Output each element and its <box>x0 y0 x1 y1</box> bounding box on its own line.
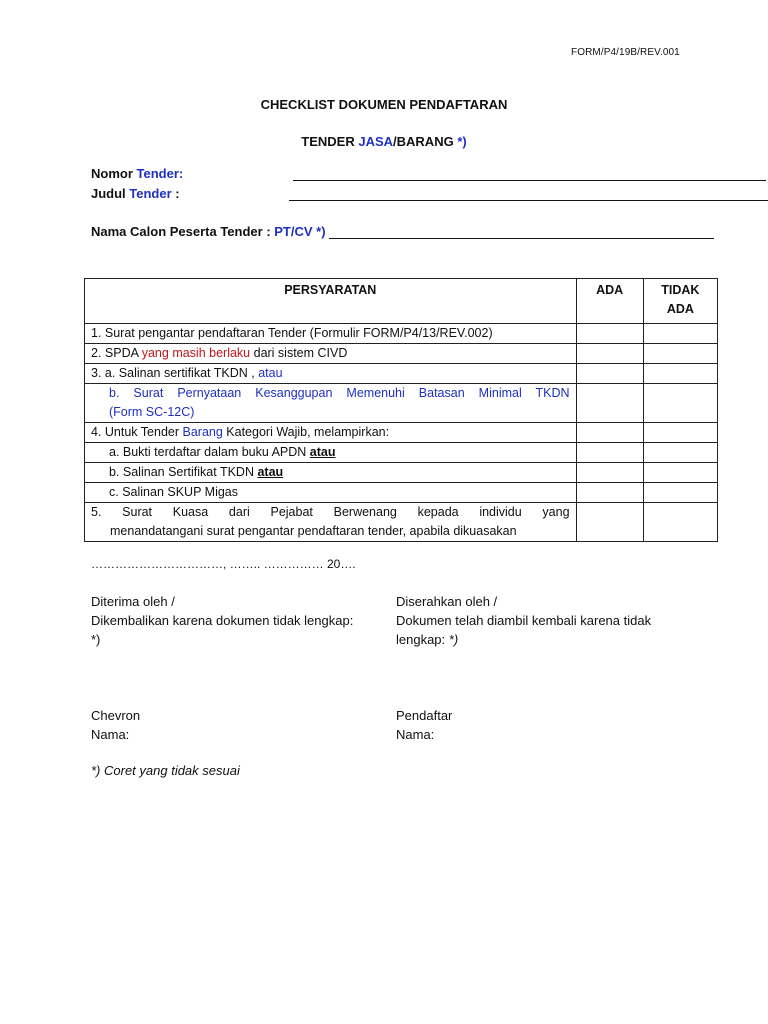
registrant-signature-block <box>396 706 452 744</box>
nomor-tender-blank[interactable] <box>293 168 766 181</box>
req-3b <box>85 384 577 423</box>
judul-label-tender: Tender <box>129 186 172 201</box>
tidak-ada-check-4a[interactable] <box>643 443 717 463</box>
retrieved-label-2 <box>396 630 686 649</box>
ada-check-4c[interactable] <box>576 483 643 503</box>
req-3b-line1: b. Surat Pernyataan Kesanggupan Memenuhi Batasan Minimal TKDN <box>109 386 570 400</box>
tidak-ada-check-3b[interactable] <box>643 384 717 423</box>
received-by-block <box>91 592 381 649</box>
header-tidak: TIDAK <box>661 283 700 297</box>
table-row <box>85 423 718 443</box>
req-5-line2: menandatangani surat pengantar pendaftaran tender, apabila dikuasakan <box>110 524 517 538</box>
judul-tender-label <box>91 186 281 201</box>
req-4a <box>85 443 577 463</box>
req-4c: c. Salinan SKUP Migas <box>85 483 577 503</box>
tidak-ada-check-1[interactable] <box>643 324 717 344</box>
subtitle-tender: TENDER <box>301 134 359 149</box>
table-row <box>85 463 718 483</box>
req-4 <box>85 423 577 443</box>
table-row <box>85 344 718 364</box>
req-3a <box>85 364 577 384</box>
subtitle-jasa: JASA <box>358 134 394 149</box>
table-row <box>85 443 718 463</box>
req-4b-atau: atau <box>257 465 284 479</box>
ada-check-4b[interactable] <box>576 463 643 483</box>
req-3a-atau: atau <box>258 366 283 380</box>
footnote: *) Coret yang tidak sesuai <box>91 763 240 778</box>
registrant-name-label: Nama: <box>396 727 435 742</box>
subtitle-barang: /BARANG <box>393 134 458 149</box>
submitted-by-block <box>396 592 686 649</box>
form-code: FORM/P4/19B/REV.001 <box>571 47 680 58</box>
ada-check-4a[interactable] <box>576 443 643 463</box>
req-4-text-end: Kategori Wajib, melampirkan: <box>222 425 390 439</box>
nama-label-text: Nama Calon Peserta Tender : <box>91 224 275 239</box>
nama-peserta-blank[interactable] <box>329 226 714 239</box>
tidak-ada-check-4c[interactable] <box>643 483 717 503</box>
registrant-label: Pendaftar <box>396 708 453 723</box>
ada-check-4[interactable] <box>576 423 643 443</box>
table-row <box>85 503 718 542</box>
req-2-highlight: yang masih berlaku <box>141 346 251 360</box>
req-2 <box>85 344 577 364</box>
chevron-label: Chevron <box>91 708 141 723</box>
header-persyaratan: PERSYARATAN <box>85 279 577 324</box>
ada-check-2[interactable] <box>576 344 643 364</box>
nomor-label-tender: Tender: <box>136 166 184 181</box>
document-title: CHECKLIST DOKUMEN PENDAFTARAN <box>260 97 508 112</box>
tidak-ada-check-2[interactable] <box>643 344 717 364</box>
ada-check-5[interactable] <box>576 503 643 542</box>
retrieved-label-text: lengkap: <box>396 632 449 647</box>
judul-tender-blank[interactable] <box>289 188 768 201</box>
header-ada: ADA <box>576 279 643 324</box>
tidak-ada-check-5[interactable] <box>643 503 717 542</box>
req-4b-text: b. Salinan Sertifikat TKDN <box>109 465 258 479</box>
nama-label-ptcv: PT/CV *) <box>274 224 326 239</box>
req-2-text-end: dari sistem CIVD <box>250 346 348 360</box>
table-row <box>85 324 718 344</box>
req-4a-text: a. Bukti terdaftar dalam buku APDN <box>109 445 310 459</box>
tidak-ada-check-4b[interactable] <box>643 463 717 483</box>
header-tidak-ada-2: ADA <box>666 302 694 316</box>
req-4-barang: Barang <box>182 425 223 439</box>
retrieved-note-mark: *) <box>448 632 459 647</box>
table-row <box>85 384 718 423</box>
ada-check-1[interactable] <box>576 324 643 344</box>
judul-tender-field[interactable] <box>91 186 768 201</box>
req-4a-atau: atau <box>309 445 336 459</box>
subtitle-note-mark: *) <box>457 134 467 149</box>
table-row <box>85 483 718 503</box>
returned-label: Dikembalikan karena dokumen tidak lengkap: <box>91 613 354 628</box>
chevron-name-label: Nama: <box>91 727 130 742</box>
returned-note-mark: *) <box>91 632 101 647</box>
judul-label-text: Judul <box>91 186 130 201</box>
table-row <box>85 364 718 384</box>
ada-check-3b[interactable] <box>576 384 643 423</box>
judul-label-colon: : <box>171 186 180 201</box>
submitted-by-label: Diserahkan oleh / <box>396 594 498 609</box>
req-1: 1. Surat pengantar pendaftaran Tender (Formulir FORM/P4/13/REV.002) <box>85 324 577 344</box>
nama-peserta-label <box>91 224 326 239</box>
place-date-line: ……………………………, …….. …………… 20…. <box>91 557 356 571</box>
req-2-text: 2. SPDA <box>91 346 142 360</box>
req-3b-line2: (Form SC-12C) <box>109 405 195 419</box>
nomor-tender-field[interactable] <box>91 166 766 181</box>
nama-peserta-field[interactable] <box>91 224 714 239</box>
retrieved-label: Dokumen telah diambil kembali karena tidak <box>396 613 652 628</box>
tidak-ada-check-3a[interactable] <box>643 364 717 384</box>
req-3a-text: 3. a. Salinan sertifikat TKDN , <box>91 366 259 380</box>
req-4b <box>85 463 577 483</box>
requirements-table <box>84 278 718 542</box>
document-subtitle <box>0 134 768 149</box>
ada-check-3a[interactable] <box>576 364 643 384</box>
header-tidak-ada <box>643 279 717 324</box>
nomor-tender-label <box>91 166 291 181</box>
req-5-line1: 5. Surat Kuasa dari Pejabat Berwenang kepada individu yang <box>91 505 570 519</box>
tidak-ada-check-4[interactable] <box>643 423 717 443</box>
nomor-label-text: Nomor <box>91 166 137 181</box>
received-by-label: Diterima oleh / <box>91 594 175 609</box>
table-header-row <box>85 279 718 324</box>
req-5 <box>85 503 577 542</box>
chevron-signature-block <box>91 706 140 744</box>
req-4-text: 4. Untuk Tender <box>91 425 183 439</box>
